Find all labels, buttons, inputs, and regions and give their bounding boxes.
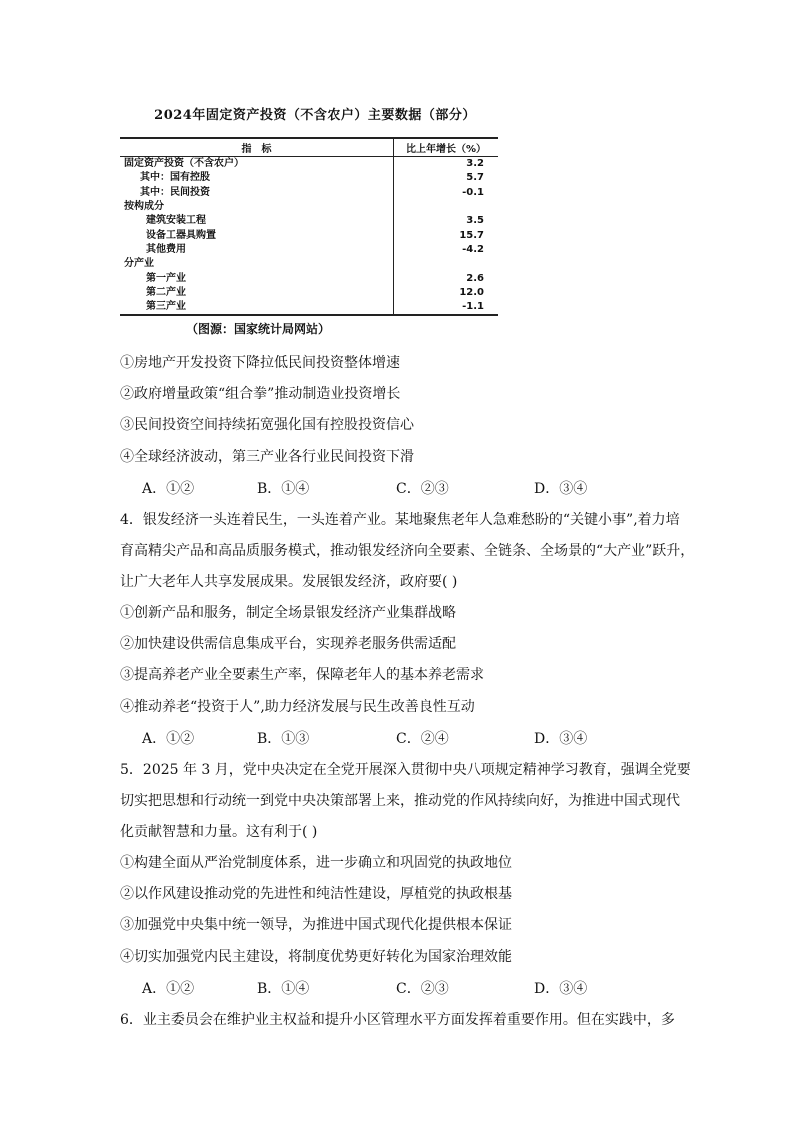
table-row [120, 200, 498, 214]
q3-choice-c: C．②③ [396, 481, 449, 497]
table-row [120, 300, 498, 315]
stats-table [120, 137, 498, 316]
q3-choice-d: D．③④ [534, 481, 588, 497]
q4-stem-line-2: 育高精尖产品和高品质服务模式，推动银发经济向全要素、全链条、全场景的“大产业”跃升， [120, 543, 695, 559]
row-value: 2.6 [466, 272, 484, 284]
table-row [120, 286, 498, 300]
row-label: 按构成分 [120, 200, 394, 214]
table-row [120, 243, 498, 257]
table-row [120, 228, 498, 242]
q4-option-1: ①创新产品和服务，制定全场景银发经济产业集群战略 [120, 605, 456, 621]
table-row [120, 186, 498, 200]
q6-stem-line-1: 6．业主委员会在维护业主权益和提升小区管理水平方面发挥着重要作用。但在实践中，多 [120, 1012, 675, 1028]
q3-option-3: ③民间投资空间持续拓宽强化国有控股投资信心 [120, 417, 414, 433]
row-label: 分产业 [120, 257, 394, 271]
row-value: 12.0 [459, 286, 484, 298]
stats-figure [120, 104, 500, 316]
table-row [120, 257, 498, 271]
q5-stem-line-2: 切实把思想和行动统一到党中央决策部署上来，推动党的作风持续向好，为推进中国式现代 [120, 793, 680, 809]
q4-choice-d: D．③④ [534, 731, 588, 747]
q4-stem-line-3: 让广大老年人共享发展成果。发展银发经济，政府要( ) [120, 574, 458, 590]
row-label: 其他费用 [120, 243, 394, 257]
q4-choice-a: A．①② [142, 731, 195, 747]
figure-title: 2024年固定资产投资（不含农户）主要数据（部分） [154, 108, 476, 123]
q4-stem-line-1: 4．银发经济一头连着民生，一头连着产业。某地聚焦老年人急难愁盼的“关键小事”,着力培 [120, 512, 680, 528]
row-value [394, 200, 499, 214]
table-row [120, 271, 498, 285]
q3-choice-a: A．①② [142, 481, 195, 497]
q5-option-1: ①构建全面从严治党制度体系，进一步确立和巩固党的执政地位 [120, 855, 512, 871]
header-indicator: 指 标 [120, 138, 394, 157]
q4-option-2: ②加快建设供需信息集成平台，实现养老服务供需适配 [120, 636, 456, 652]
row-label: 第三产业 [120, 300, 394, 315]
q3-option-4: ④全球经济波动，第三产业各行业民间投资下滑 [120, 449, 414, 465]
row-value: 3.5 [466, 215, 484, 227]
row-value: 3.2 [466, 158, 484, 170]
row-label: 建筑安装工程 [120, 214, 394, 228]
row-label: 第二产业 [120, 286, 394, 300]
table-row [120, 157, 498, 172]
q5-option-3: ③加强党中央集中统一领导，为推进中国式现代化提供根本保证 [120, 917, 512, 933]
table-row [120, 171, 498, 185]
table-row [120, 214, 498, 228]
row-value: -0.1 [462, 186, 484, 198]
q5-option-4: ④切实加强党内民主建设，将制度优势更好转化为国家治理效能 [120, 949, 512, 965]
q3-choice-b: B．①④ [257, 481, 310, 497]
q5-choice-d: D．③④ [534, 981, 588, 997]
q4-choice-b: B．①③ [257, 731, 310, 747]
q4-option-3: ③提高养老产业全要素生产率，保障老年人的基本养老需求 [120, 667, 484, 683]
row-value: 5.7 [466, 172, 484, 184]
q5-choice-a: A．①② [142, 981, 195, 997]
q4-choice-c: C．②④ [396, 731, 449, 747]
q3-option-1: ①房地产开发投资下降拉低民间投资整体增速 [120, 355, 400, 371]
row-value: -1.1 [394, 300, 499, 315]
row-label: 第一产业 [120, 271, 394, 285]
figure-source: （图源：国家统计局网站） [186, 322, 331, 336]
row-value: 15.7 [459, 229, 484, 241]
row-value: -4.2 [462, 243, 484, 255]
row-label: 其中：民间投资 [120, 186, 394, 200]
q5-choice-c: C．②③ [396, 981, 449, 997]
row-value [394, 257, 499, 271]
q5-choice-b: B．①④ [257, 981, 310, 997]
row-label: 设备工器具购置 [120, 228, 394, 242]
q4-option-4: ④推动养老“投资于人”,助力经济发展与民生改善良性互动 [120, 699, 475, 715]
row-label: 固定资产投资（不含农户） [120, 157, 394, 172]
q5-option-2: ②以作风建设推动党的先进性和纯洁性建设，厚植党的执政根基 [120, 886, 512, 902]
row-label: 其中：国有控股 [120, 171, 394, 185]
q3-option-2: ②政府增量政策“组合拳”推动制造业投资增长 [120, 386, 401, 402]
q5-stem-line-3: 化贡献智慧和力量。这有利于( ) [120, 824, 318, 840]
q5-stem-line-1: 5．2025 年 3 月，党中央决定在全党开展深入贯彻中央八项规定精神学习教育，强调全党要 [120, 762, 691, 778]
header-growth: 比上年增长（%） [394, 138, 499, 157]
